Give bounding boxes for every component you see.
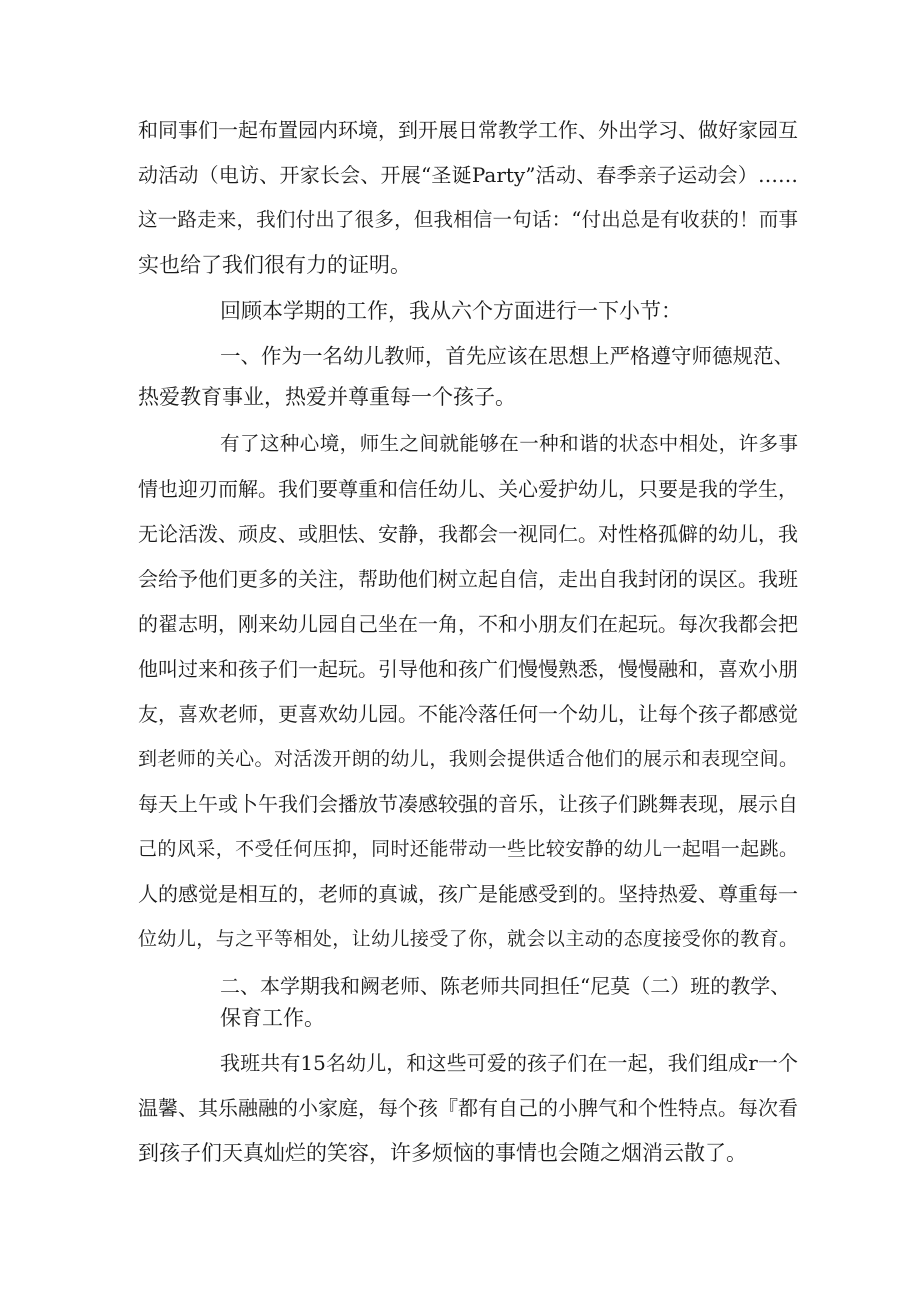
text-line: 人的感觉是相互的，老师的真诚，孩广是能感受到的。坚持热爱、尊重每一 xyxy=(138,882,798,906)
text-line: 有了这种心境，师生之间就能够在一种和谐的状态中相处，许多事 xyxy=(220,432,798,455)
text-line: 友，喜欢老师，更喜欢幼儿园。不能冷落任何一个幼儿，让每个孩子都感觉 xyxy=(138,702,798,726)
text-line: 热爱教育事业，热爱并尊重每一个孩子。 xyxy=(138,385,516,409)
text-line: 实也给了我们很有力的证明。 xyxy=(138,253,411,277)
text-line: 每天上午或卜午我们会播放节凑感较强的音乐，让孩子们跳舞表现，展示自 xyxy=(138,792,798,816)
text-line: 他叫过来和孩子们一起玩。引导他和孩广们慢慢熟悉，慢慢融和，喜欢小朋 xyxy=(138,657,798,681)
text-line: 温馨、其乐融融的小家庭，每个孩『都有自己的小脾气和个性特点。每次看 xyxy=(138,1096,798,1120)
text-line: 无论活泼、顽皮、或胆怯、安静，我都会一视同仁。对性格孤僻的幼儿，我 xyxy=(138,522,798,546)
text-line: 动活动（电访、开家长会、开展“圣诞Party”活动、春季亲子运动会）…… xyxy=(138,163,798,187)
text-line: 和同事们一起布置园内环境，到开展日常教学工作、外出学习、做好家园互 xyxy=(138,118,798,142)
text-line: 回顾本学期的工作，我从六个方面进行一下小节： xyxy=(220,299,682,323)
text-line: 一、作为一名幼儿教师，首先应该在思想上严格遵守师德规范、 xyxy=(220,344,794,368)
text-line: 的翟志明，刚来幼儿园自己坐在一角，不和小朋友们在起玩。每次我都会把 xyxy=(138,612,798,636)
text-line: 保育工作。 xyxy=(220,1006,325,1030)
text-line: 到老师的关心。对活泼开朗的幼儿，我则会提供适合他们的展示和表现空间。 xyxy=(138,748,798,770)
text-line: 己的风采，不受任何压抑，同时还能带动一些比较安静的幼儿一起唱一起跳。 xyxy=(138,838,798,860)
text-line: 情也迎刃而解。我们要尊重和信任幼儿、关心爱护幼儿，只要是我的学生， xyxy=(138,477,798,501)
text-line: 会给予他们更多的关注，帮助他们树立起自信，走出自我封闭的误区。我班 xyxy=(138,567,798,591)
text-line: 这一路走来，我们付出了很多，但我相信一句话：“付出总是有收获的！而事 xyxy=(138,208,798,231)
text-line: 二、本学期我和阙老师、陈老师共同担任“尼莫（二）班的教学、 xyxy=(220,974,791,998)
text-line: 到孩子们天真灿烂的笑容，许多烦恼的事情也会随之烟消云散了。 xyxy=(138,1141,747,1165)
text-line: 我班共有15名幼儿，和这些可爱的孩子们在一起，我们组成r一个 xyxy=(220,1051,798,1075)
text-line: 位幼儿，与之平等相处，让幼儿接受了你，就会以主动的态度接受你的教育。 xyxy=(138,928,798,950)
